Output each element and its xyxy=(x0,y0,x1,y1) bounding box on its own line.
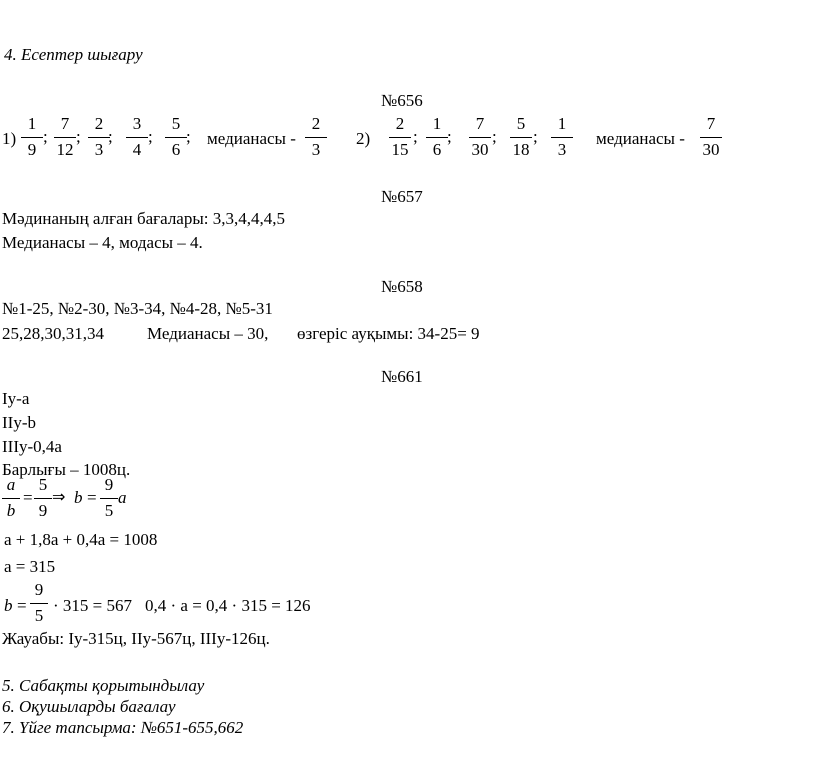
text-line: өзгеріс ауқымы: 34-25= 9 xyxy=(297,324,480,343)
equation-text: a + 1,8a + 0,4a = 1008 xyxy=(4,530,158,549)
denominator: 9 xyxy=(38,501,48,520)
numerator: 2 xyxy=(395,114,405,133)
footer-item: 6. Оқушыларды бағалау xyxy=(2,697,176,716)
denominator: 3 xyxy=(94,140,104,159)
fraction xyxy=(28,581,50,624)
denominator: 3 xyxy=(311,140,321,159)
separator: ; xyxy=(413,127,418,146)
problem-number-661: №661 xyxy=(381,367,423,386)
numerator: 5 xyxy=(516,114,526,133)
fraction xyxy=(52,115,78,158)
denominator: 5 xyxy=(104,501,114,520)
text-line: Медианасы – 30, xyxy=(147,324,269,343)
text-line: №1-25, №2-30, №3-34, №4-28, №5-31 xyxy=(2,299,273,318)
problem-number-656: №656 xyxy=(381,91,423,110)
numerator: 9 xyxy=(34,580,44,599)
text-line: ІІу-b xyxy=(2,413,36,432)
fraction xyxy=(32,476,54,519)
numerator: 2 xyxy=(94,114,104,133)
numerator: 5 xyxy=(171,114,181,133)
numerator: a xyxy=(6,475,16,494)
denominator: 4 xyxy=(132,140,142,159)
denominator: 3 xyxy=(557,140,567,159)
equation-text: a = 315 xyxy=(4,557,56,576)
separator: ; xyxy=(533,127,538,146)
denominator: b xyxy=(6,501,16,520)
numerator: 1 xyxy=(557,114,567,133)
median-fraction xyxy=(303,115,329,158)
variable: b xyxy=(4,596,13,615)
text-line: ІІІу-0,4а xyxy=(2,437,62,456)
text-line: Медианасы – 4, модасы – 4. xyxy=(2,233,203,252)
separator: ; xyxy=(186,127,191,146)
separator: ; xyxy=(76,127,81,146)
equation-text: · 315 = 567 xyxy=(53,596,132,615)
denominator: 30 xyxy=(471,140,489,159)
part-label: 1) xyxy=(2,129,17,148)
fraction xyxy=(508,115,534,158)
text-line: Барлығы – 1008ц. xyxy=(2,460,131,479)
numerator: 7 xyxy=(475,114,485,133)
separator: ; xyxy=(447,127,452,146)
problem-number-657: №657 xyxy=(381,187,423,206)
section-heading: 4. Есептер шығару xyxy=(4,45,143,64)
numerator: 2 xyxy=(311,114,321,133)
answer-line: Жауабы: Іу-315ц, ІІу-567ц, ІІІу-126ц. xyxy=(2,629,270,648)
numerator: 1 xyxy=(27,114,37,133)
denominator: 9 xyxy=(27,140,37,159)
equation-a-value xyxy=(4,558,55,575)
numerator: 7 xyxy=(706,114,716,133)
text-line: Мәдинаның алған бағалары: 3,3,4,4,4,5 xyxy=(2,209,285,228)
variable: b xyxy=(74,488,83,507)
numerator: 1 xyxy=(432,114,442,133)
variable: a xyxy=(118,488,127,507)
denominator: 6 xyxy=(432,140,442,159)
numerator: 5 xyxy=(38,475,48,494)
text-line: Іу-а xyxy=(2,389,30,408)
median-label: медианасы - xyxy=(207,129,296,148)
text-line: 25,28,30,31,34 xyxy=(2,324,104,343)
equation-text: 0,4 · a = 0,4 · 315 = 126 xyxy=(145,596,311,615)
fraction xyxy=(19,115,45,158)
denominator: 15 xyxy=(391,140,409,159)
fraction xyxy=(467,115,493,158)
separator: ; xyxy=(148,127,153,146)
fraction xyxy=(387,115,413,158)
denominator: 18 xyxy=(512,140,530,159)
separator: ; xyxy=(43,127,48,146)
problem-number-658: №658 xyxy=(381,277,423,296)
equation-sum xyxy=(4,531,157,548)
denominator: 5 xyxy=(34,606,44,625)
denominator: 12 xyxy=(56,140,74,159)
fraction xyxy=(124,115,150,158)
footer-item: 5. Сабақты қорытындылау xyxy=(2,676,205,695)
footer-item: 7. Үйге тапсырма: №651-655,662 xyxy=(2,718,244,737)
implies-arrow-icon: ⇒ xyxy=(52,487,66,506)
numerator: 9 xyxy=(104,475,114,494)
median-label: медианасы - xyxy=(596,129,685,148)
equals-sign: = xyxy=(87,488,97,507)
separator: ; xyxy=(108,127,113,146)
denominator: 30 xyxy=(702,140,720,159)
separator: ; xyxy=(492,127,497,146)
numerator: 7 xyxy=(60,114,70,133)
equals-sign: = xyxy=(17,596,27,615)
fraction xyxy=(549,115,575,158)
part-label: 2) xyxy=(356,129,371,148)
equals-sign: = xyxy=(23,488,33,507)
numerator: 3 xyxy=(132,114,142,133)
median-fraction xyxy=(698,115,724,158)
denominator: 6 xyxy=(171,140,181,159)
fraction xyxy=(98,476,120,519)
fraction xyxy=(0,476,22,519)
